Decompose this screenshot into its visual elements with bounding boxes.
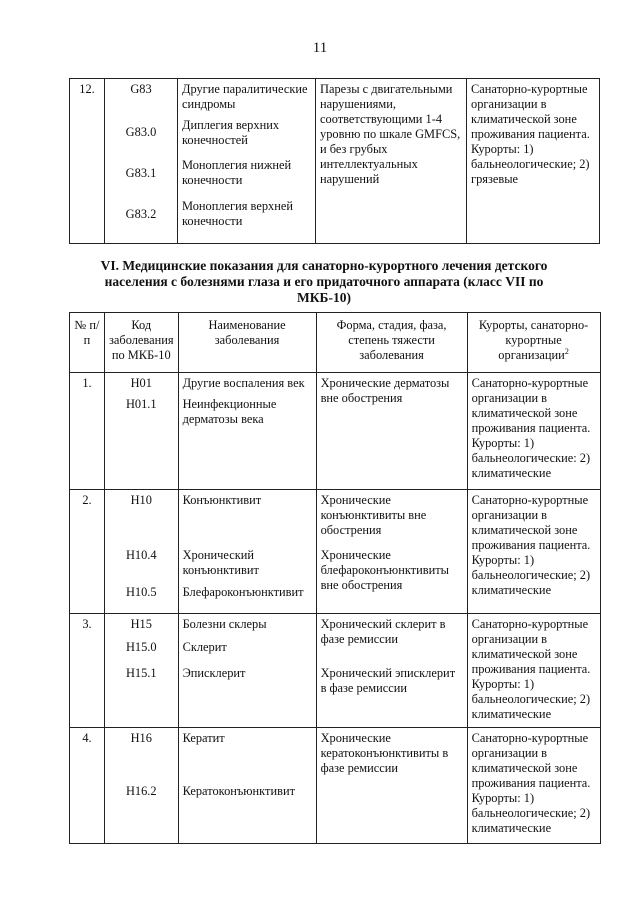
- table-row: [70, 373, 601, 490]
- code-cell: [105, 728, 179, 844]
- code: H15.1: [125, 666, 157, 680]
- code: G83.2: [125, 207, 157, 221]
- row-number: 1.: [70, 373, 105, 490]
- form-cell: [316, 490, 467, 614]
- disease-name: Блефароконъюнктивит: [182, 585, 304, 599]
- disease-name: Моноплегия верхней конечности: [182, 199, 293, 228]
- header-num: № п/п: [70, 313, 105, 373]
- disease-name: Хронический конъюнктивит: [182, 548, 259, 577]
- page-number: 11: [312, 40, 328, 56]
- code-cell: [105, 79, 178, 244]
- header-name: Наименование заболевания: [178, 313, 316, 373]
- row-number: 2.: [70, 490, 105, 614]
- form-cell: [316, 614, 467, 728]
- disease-name: Другие воспаления век: [182, 376, 305, 390]
- disease-name: Диплегия верхних конечностей: [182, 118, 280, 147]
- resorts-cell: Санаторно-курортные организации в климатической зоне проживания пациента. Курорты: 1) бальнеологические; 2) климатические: [467, 490, 600, 614]
- disease-name: Неинфекционные дерматозы века: [182, 397, 277, 426]
- code: H15.0: [125, 640, 157, 654]
- code: H15: [130, 617, 152, 631]
- form-text: Хронический эписклерит в фазе ремиссии: [320, 666, 456, 695]
- code: H01.1: [125, 397, 157, 411]
- disease-name: Кератоконъюнктивит: [182, 784, 295, 798]
- resorts-cell: Санаторно-курортные организации в климатической зоне проживания пациента. Курорты: 1) бальнеологические: 2) климатические: [467, 373, 600, 490]
- form-text: Хронические конъюнктивиты вне обострения: [320, 493, 427, 537]
- disease-name: Другие паралитические синдромы: [182, 82, 308, 111]
- code: G83.0: [125, 125, 157, 139]
- disease-name: Склерит: [182, 640, 227, 654]
- table-continuation: [69, 78, 600, 244]
- footnote-marker: 2: [564, 346, 569, 356]
- form-text: Хронические кератоконъюнктивиты в фазе ремиссии: [320, 731, 449, 775]
- disease-name: Эписклерит: [182, 666, 246, 680]
- code: H16: [130, 731, 152, 745]
- code-cell: [105, 490, 179, 614]
- disease-name: Кератит: [182, 731, 225, 745]
- name-cell: [178, 373, 316, 490]
- disease-name: Конъюнктивит: [182, 493, 262, 507]
- resorts-cell: Санаторно-курортные организации в климатической зоне проживания пациента. Курорты: 1) бальнеологические; 2) грязевые: [467, 79, 600, 244]
- form-text: Парезы с двигательными нарушениями, соответствующими 1-4 уровню по шкале GMFCS, и без грубых интеллектуальных нарушений: [320, 82, 461, 186]
- form-cell: [316, 79, 467, 244]
- disease-name: Моноплегия нижней конечности: [182, 158, 292, 187]
- code: G83.1: [125, 166, 157, 180]
- table-header-row: [70, 313, 601, 373]
- table-row: [70, 79, 600, 244]
- disease-name: Болезни склеры: [182, 617, 267, 631]
- code: H10.4: [125, 548, 157, 562]
- code: G83: [130, 82, 152, 96]
- form-text: Хронические блефароконъюнктивиты вне обострения: [320, 548, 449, 592]
- code-cell: [105, 614, 179, 728]
- row-number: 4.: [70, 728, 105, 844]
- header-resorts-label: Курорты, санаторно-курортные организации: [478, 318, 589, 362]
- code: H01: [130, 376, 152, 390]
- code-cell: [105, 373, 179, 490]
- table-row: [70, 490, 601, 614]
- table-row: [70, 614, 601, 728]
- header-resorts: [467, 313, 600, 373]
- resorts-cell: Санаторно-курортные организации в климатической зоне проживания пациента. Курорты: 1) бальнеологические; 2) климатические: [467, 728, 600, 844]
- name-cell: [178, 728, 316, 844]
- code: H16.2: [125, 784, 157, 798]
- code: H10.5: [125, 585, 157, 599]
- resorts-cell: Санаторно-курортные организации в климатической зоне проживания пациента. Курорты: 1) бальнеологические; 2) климатические: [467, 614, 600, 728]
- form-text: Хронический склерит в фазе ремиссии: [320, 617, 446, 646]
- table-row: [70, 728, 601, 844]
- header-form: Форма, стадия, фаза, степень тяжести заболевания: [316, 313, 467, 373]
- name-cell: [178, 490, 316, 614]
- name-cell: [178, 614, 316, 728]
- section-title: VI. Медицинские показания для санаторно-курортного лечения детского населения с болезнями глаза и его придаточного аппарата (класс VII по МКБ-10): [100, 258, 548, 305]
- table-eye-diseases: [69, 312, 601, 844]
- header-code: Код заболевания по МКБ-10: [105, 313, 179, 373]
- name-cell: [178, 79, 316, 244]
- row-number: 3.: [70, 614, 105, 728]
- code: H10: [130, 493, 152, 507]
- form-cell: [316, 728, 467, 844]
- form-cell: [316, 373, 467, 490]
- form-text: Хронические дерматозы вне обострения: [320, 376, 450, 405]
- row-number: 12.: [70, 79, 105, 244]
